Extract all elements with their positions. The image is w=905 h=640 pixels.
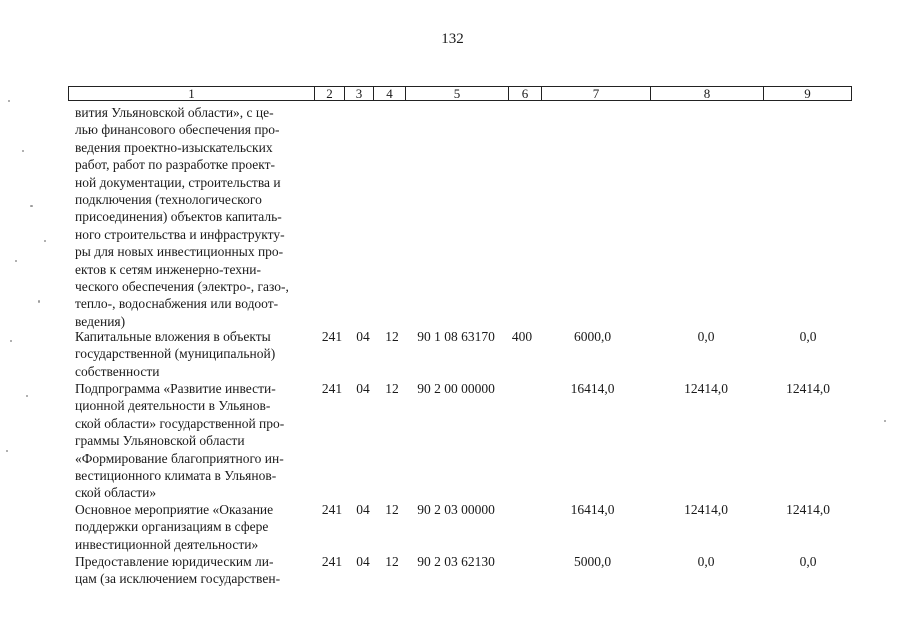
text-line: ведения проектно-изыскательских (75, 139, 273, 155)
col-9-value: 12414,0 (786, 502, 830, 517)
text-line: Основное мероприятие «Оказание (75, 502, 274, 517)
row-description (75, 380, 310, 502)
header-col-6: 6 (508, 87, 541, 100)
header-col-3: 3 (344, 87, 373, 100)
text-line: ры для новых инвестиционных про- (75, 244, 284, 260)
col-8-value: 12414,0 (684, 381, 728, 396)
col-5-value: 90 2 00 00000 (417, 381, 495, 396)
header-col-5: 5 (405, 87, 508, 100)
col-6-value: 400 (511, 329, 533, 344)
scan-noise (22, 150, 24, 152)
text-line: подключения (технологического (75, 192, 262, 208)
text-line: вестиционного климата в Ульянов- (75, 468, 277, 484)
text-line: Подпрограмма «Развитие инвести- (75, 381, 276, 396)
text-line: ектов к сетям инженерно-техни- (75, 261, 261, 277)
col-7-value: 16414,0 (570, 502, 615, 517)
col-4-value: 12 (385, 381, 399, 396)
col-2-value: 241 (321, 554, 343, 569)
text-line: Предоставление юридическим ли- (75, 554, 274, 569)
scan-noise (6, 450, 8, 452)
col-4-value: 12 (385, 502, 399, 517)
header-col-1: 1 (188, 86, 195, 101)
scan-noise (38, 300, 40, 303)
col-8-value: 0,0 (697, 329, 715, 344)
text-line: «Формирование благоприятного ин- (75, 450, 284, 466)
header-col-8: 8 (650, 87, 763, 100)
scan-noise (884, 420, 886, 422)
row-description (75, 501, 310, 553)
text-line: ционной деятельности в Ульянов- (75, 398, 271, 414)
col-7-value: 6000,0 (573, 329, 612, 344)
row-description (75, 328, 310, 380)
page-number: 132 (441, 31, 464, 47)
text-line: поддержки организациям в сфере (75, 519, 269, 535)
text-line: тепло-, водоснабжения или водоот- (75, 296, 279, 312)
scan-noise (10, 340, 12, 342)
col-9-value: 0,0 (799, 554, 817, 569)
header-col-7: 7 (541, 87, 650, 100)
text-line: работ, работ по разработке проект- (75, 157, 276, 173)
scan-noise (8, 100, 10, 102)
text-line: инвестиционной деятельности» (75, 536, 259, 552)
text-line: вития Ульяновской области», с це- (75, 105, 274, 120)
text-line: ческого обеспечения (электро-, газо-, (75, 279, 289, 295)
text-line: собственности (75, 363, 160, 379)
header-col-9: 9 (763, 87, 851, 100)
col-7-value: 16414,0 (570, 381, 615, 396)
col-2-value: 241 (321, 329, 343, 344)
col-3-value: 04 (356, 502, 370, 517)
col-3-value: 04 (356, 381, 370, 396)
col-3-value: 04 (356, 554, 370, 569)
header-col-4: 4 (373, 87, 405, 100)
col-2-value: 241 (321, 381, 343, 396)
text-line: государственной (муниципальной) (75, 346, 276, 362)
text-line: ведения) (75, 313, 126, 329)
header-col-2: 2 (314, 87, 344, 100)
col-4-value: 12 (385, 554, 399, 569)
text-line: лью финансового обеспечения про- (75, 122, 280, 138)
scan-noise (30, 205, 33, 207)
row-description (75, 104, 310, 330)
col-2-value: 241 (321, 502, 343, 517)
col-9-value: 12414,0 (786, 381, 830, 396)
text-line: присоединения) объектов капиталь- (75, 209, 282, 225)
text-line: ной документации, строительства и (75, 174, 281, 190)
text-line: граммы Ульяновской области (75, 433, 245, 449)
text-line: Капитальные вложения в объекты (75, 329, 271, 344)
scan-noise (26, 395, 28, 397)
col-9-value: 0,0 (799, 329, 817, 344)
scan-noise (44, 240, 46, 242)
text-line: ской области» государственной про- (75, 415, 285, 431)
col-5-value: 90 2 03 00000 (417, 502, 495, 517)
text-line: ской области» (75, 485, 157, 501)
col-7-value: 5000,0 (573, 554, 612, 569)
col-3-value: 04 (356, 329, 370, 344)
text-line: ного строительства и инфраструкту- (75, 226, 285, 242)
col-8-value: 0,0 (697, 554, 715, 569)
table-header-row (68, 86, 852, 101)
col-5-value: 90 1 08 63170 (417, 329, 495, 344)
col-4-value: 12 (385, 329, 399, 344)
text-line: цам (за исключением государствен- (75, 571, 281, 587)
scan-noise (15, 260, 17, 262)
col-8-value: 12414,0 (684, 502, 728, 517)
col-5-value: 90 2 03 62130 (417, 554, 495, 569)
row-description (75, 553, 310, 588)
